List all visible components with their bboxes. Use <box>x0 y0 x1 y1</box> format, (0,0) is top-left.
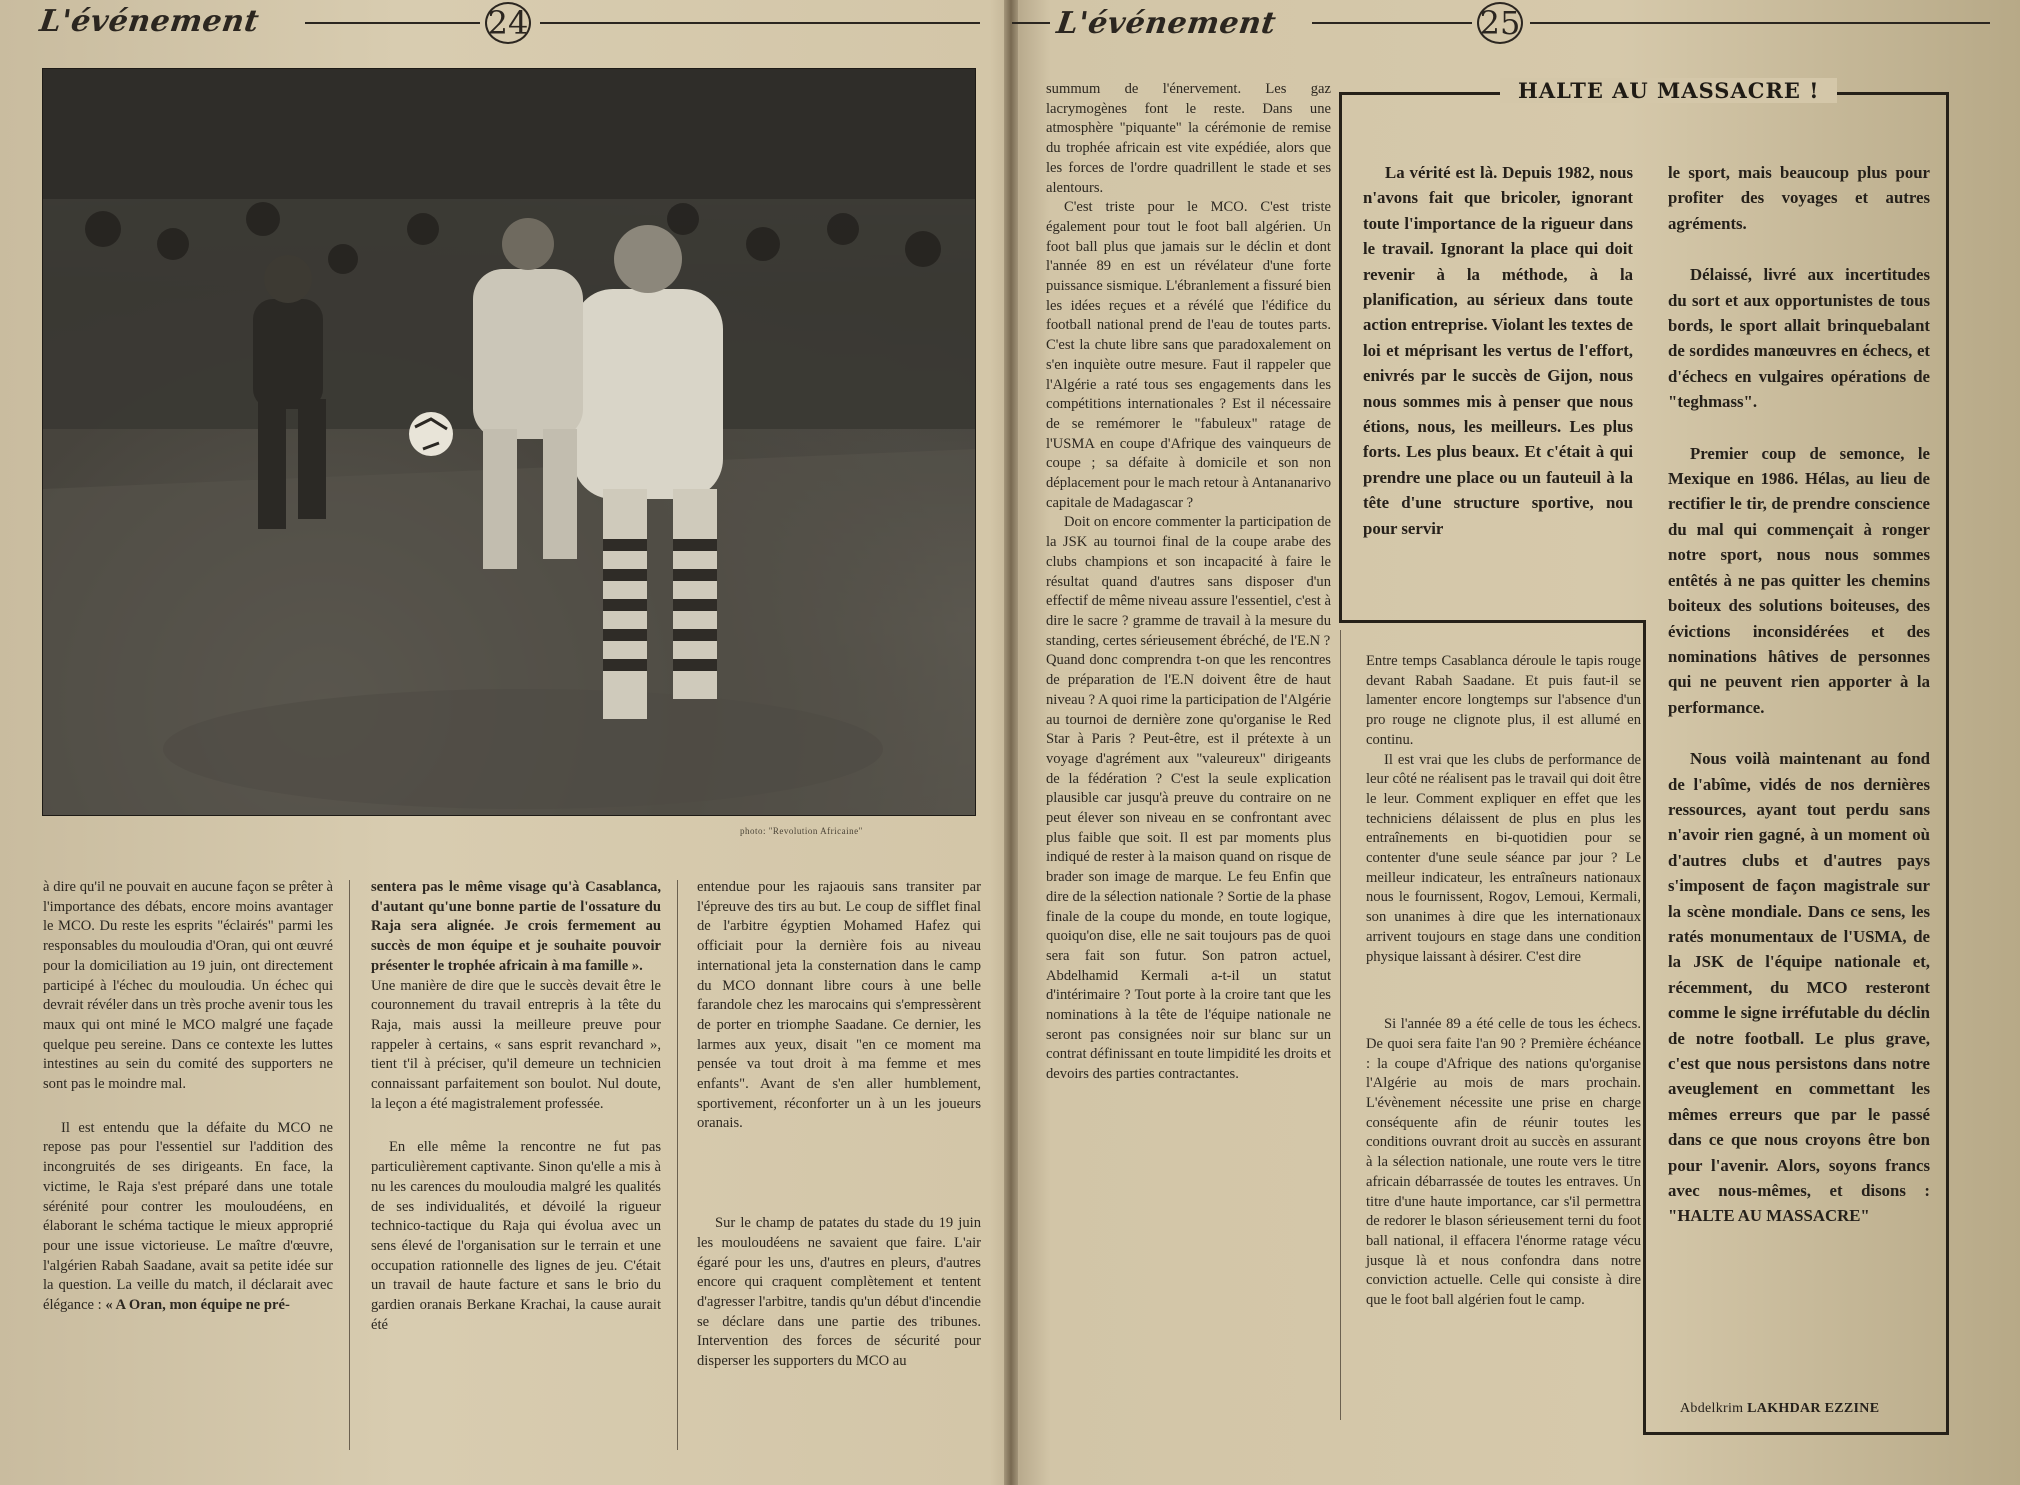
paragraph: Sur le champ de patates du stade du 19 juin les mouloudéens ne savaient que faire. L'air égaré pour les uns, d'autres en pleurs, d'autres encore qui craquent complètement et tentent d'agresser l'arbitre, tandis qu'un début d'incendie se déclare dans une partie des tribunes. Intervention des forces de sécurité pour disperser les supporters du MCO au <box>697 1215 981 1370</box>
paragraph: Quand donc comprendra t-on que les rencontres de préparation de l'E.N doivent être de haut niveau ? A quoi rime la participation de l'Algérie au tournoi de dernière zone qu'organise le Red Star à Paris ? Peut-être, est il prétexte à un voyage d'agrément aux "valeureux" dirigeants de la fédération ? C'est la seule explication plausible car jusqu'à preuve du contraire on ne peut élever son niveau en se confrontant avec plus faible que soit. Il est par moments plus indiqué de rester à la maison quand on risque de brader son image de marque. Le feu Enfin que dire de la sélection nationale ? Sortie de la phase finale de la coupe du monde, en toute logique, quoiqu'on dise, elle ne sait toujours pas de quoi sera fait son futur. Son patron actuel, Abdelhamid Kermali a-t-il un statut d'intérimaire ? Tout porte à la croire tant que les nominations à la tête de l'équipe nationale ne seront pas consignées noir sur blanc sur un contrat définissant en toute limpidité les droits et devoirs des parties contractantes. <box>1046 652 1331 1083</box>
paragraph: Une manière de dire que le succès devait être le couronnement du travail entrepris à la tête du Raja, mais aussi la meilleure preuve pour rappeler à certains, « sans esprit revanchard », tient t'il à préciser, qu'il demeure un technicien connaissant parfaitement son boulot. Nul doute, la leçon a été magistralement professée. <box>371 977 661 1112</box>
author-last-name: LAKHDAR EZZINE <box>1747 1401 1880 1416</box>
football-match-photo <box>42 68 976 816</box>
paragraph: Il est vrai que les clubs de performance de leur côté ne réalisent pas le travail qui doit être le leur. Comment expliquer en effet que les techniciens délaissent de plus en plus les entraînements en bi-quotidien pour se contenter d'une seule séance par jour ? Le meilleur indicateur, les entraîneurs nationaux nous le fournissent, Rogov, Lemoui, Kermali, son unanimes à dire que les internationaux arrivent toujours en stage dans une condition physique laissant à désirer. C'est dire <box>1366 751 1641 965</box>
paragraph: Entre temps Casablanca déroule le tapis rouge devant Rabah Saadane. Et puis faut-il se lamenter encore longtemps sur l'absence d'un pro rouge ne clignote plus, il est allumé en continu. <box>1366 653 1641 748</box>
author-first-name: Abdelkrim <box>1680 1401 1744 1416</box>
section-rubric: L'événement <box>37 4 262 39</box>
header-rule <box>1312 22 1472 24</box>
editorial-column-2 <box>1668 160 1930 1229</box>
photo-credit: photo: "Revolution Africaine" <box>740 826 863 836</box>
header-rule <box>305 22 480 24</box>
paragraph: à dire qu'il ne pouvait en aucune façon se prêter à l'importance des débats, encore moins avantager le MCO. Du reste les esprits "éclairés" parmi les responsables du mouloudia d'Oran, qui ont œuvré pour la domiciliation au 19 juin, ont directement participé à l'échec du mouloudia. Un échec qui devrait révéler dans un très proche avenir tous les maux qui ont miné le MCO malgré une façade quelque peu sereine. Dans ce contexte les luttes intestines au sein du comité des supporters ne sont pas le moindre mal. <box>43 879 333 1093</box>
photo-illustration <box>43 69 975 815</box>
article-column-4 <box>1046 80 1331 1085</box>
paragraph: Doit on encore commenter la participation de la JSK au tournoi final de la coupe arabe des clubs champions et son incapacité à faire le résultat quand d'autres sans disposer d'un effectif de même niveau assure l'essentiel, c'est à dire le sacre ? gramme de travail à la mesure du standing, certes sérieusement ébréché, de l'E.N ? <box>1046 514 1331 649</box>
page-number: 25 <box>1477 2 1523 44</box>
header-rule <box>540 22 980 24</box>
paragraph: En elle même la rencontre ne fut pas particulièrement captivante. Sinon qu'elle a mis à nu les carences du mouloudia malgré les qualités de ses individualités, et dévoilé la rigueur technico-tactique du Raja qui évolua avec un sens élevé de l'organisation sur le terrain et une occupation rationnelle des lignes de jeu. C'était un travail de haute facture et sans le brio du gardien oranais Berkane Krachai, la cause aurait été <box>371 1139 661 1333</box>
article-column-2 <box>371 878 661 1335</box>
paragraph: La vérité est là. Depuis 1982, nous n'avons fait que bricoler, ignorant toute l'importance de la rigueur dans le travail. Ignorant la place qui doit revenir à la méthode, à la planification, au sérieux dans toute action entreprise. Violant les textes de loi et méprisant les vertus de l'effort, enivrés par le succès de Gijon, nous nous sommes mis à penser que nous étions, nous, les meilleurs. Les plus forts. Les plus beaux. Et c'était à qui prendre une place ou un fauteuil à la tête d'une structure sportive, nou pour servir <box>1363 163 1634 538</box>
paragraph: Si l'année 89 a été celle de tous les échecs. De quoi sera faite l'an 90 ? Première échéance : la coupe d'Afrique des nations qu'organise l'Algérie au mois de mars prochain. L'évènement nécessite une prise en charge conséquente afin de réunir toutes les conditions ouvrant droit au succès en assurant à la sélection nationale, une route vers le titre africain débarrassée de toutes les entraves. Un titre d'une haute importance, car s'il permettra de redorer le blason sérieusement terni du foot ball national, il effacera l'énorme ratage vécu jusque là et nous confondra dans notre conviction actuelle. Celle qui consiste à dire que le foot ball algérien fout le camp. <box>1366 1016 1641 1309</box>
section-rubric: L'événement <box>1054 6 1279 41</box>
paragraph: Premier coup de semonce, le Mexique en 1986. Hélas, au lieu de rectifier le tir, de prendre conscience du mal qui commençait à ronger notre sport, nous nous sommes entêtés à ne pas quitter les chemins boiteux des solutions boiteuses, des évictions inconsidérées et des nominations hâtives de personnes qui ne peuvent rien apporter à la performance. <box>1668 443 1930 717</box>
column-rule <box>349 880 350 1450</box>
header-rule <box>1530 22 1990 24</box>
article-column-1 <box>43 878 333 1316</box>
paragraph: summum de l'énervement. Les gaz lacrymogènes font le reste. Dans une atmosphère "piquante" la cérémonie de remise du trophée africain est vite expédiée, alors que les forces de l'ordre quadrillent le stade et ses alentours. <box>1046 81 1331 196</box>
editorial-box-bottom <box>1643 1432 1948 1435</box>
header-rule <box>1012 22 1050 24</box>
paragraph: entendue pour les rajaouis sans transiter par l'épreuve des tirs au but. Le coup de sifflet final de l'arbitre égyptien Mohamed Hafez qui officiait pour la dernière fois au niveau international jeta la consternation dans le camp du MCO donnant libre cours à une belle farandole chez les marocains qui s'empressèrent de porter en triomphe Saadane. Ce dernier, les larmes aux yeux, disait "en ce moment ma pensée va tout droit à ma femme et mes enfants". Avant de s'en aller humblement, sportivement, réconforter un à un les joueurs oranais. <box>697 879 981 1132</box>
page-number: 24 <box>485 2 531 44</box>
editorial-title: HALTE AU MASSACRE ! <box>1500 78 1837 103</box>
quote-bold: « A Oran, mon équipe ne pré- <box>105 1297 290 1314</box>
paragraph: Il est entendu que la défaite du MCO ne repose pas pour l'essentiel sur l'addition des incongruités de ses dirigeants. En face, la victime, le Raja s'est préparé dans une totale sérénité pour contrer les mouloudéens, en élaborant le schéma tactique le mieux approprié pour une issue victorieuse. Le maître d'œuvre, l'algérien Rabah Saadane, avait sa petite idée sur la question. La veille du match, il déclarait avec élégance : « A Oran, mon équipe ne pré- <box>43 1119 333 1314</box>
column-rule <box>677 880 678 1450</box>
editorial-column-1 <box>1363 160 1633 541</box>
paragraph: Nous voilà maintenant au fond de l'abîme, vidés de nos dernières ressources, ayant tout perdu sans n'avoir rien gagné, à un moment où d'autres clubs et d'autres pays s'imposent de façon magistrale sur la scène mondiale. Dans ce sens, les ratés monumentaux de l'USMA, de la JSK de l'équipe nationale et, récemment, du MCO resteront comme le signe irréfutable du déclin de notre football. Le plus grave, c'est que nous persistons dans notre aveuglement en commettant les mêmes erreurs que par le passé dans ce que nous croyons être bon pour l'avenir. Alors, soyons francs avec nous-mêmes, et disons : "HALTE AU MASSACRE" <box>1668 749 1930 1226</box>
paragraph: Délaissé, livré aux incertitudes du sort et aux opportunistes de tous bords, le sport allait brinquebalant de sordides manœuvres en échecs, et d'échecs en vulgaires opérations de "teghmass". <box>1668 265 1930 412</box>
paragraph: C'est triste pour le MCO. C'est triste également pour tout le foot ball algérien. Un foot ball plus que jamais sur le déclin et dont l'année 89 en est un révélateur d'une forte puissance sismique. L'ébranlement a fissuré bien les idées reçues et a révélé que l'édifice du football national prend de l'eau de toutes parts. C'est la chute libre sans que paradoxalement on s'en inquiète outre mesure. Faut il rappeler que l'Algérie a raté tous ses engagements dans les compétitions internationales ? Est il nécessaire de se remémorer le "fabuleux" ratage de l'USMA en coupe d'Afrique des vainqueurs de coupe ; sa défaite à domicile et son non déplacement pour le mach retour à Antananarivo capitale de Madagascar ? <box>1046 199 1331 511</box>
editorial-box-left <box>1339 92 1343 622</box>
editorial-box-step <box>1339 620 1646 623</box>
left-page <box>0 0 1008 1485</box>
quote-bold: sentera pas le même visage qu'à Casablanca, d'autant qu'une bonne partie de l'ossature du Raja sera alignée. Je crois fermement au succès de mon équipe et je souhaite pouvoir présenter le trophée africain à ma famille ». <box>371 879 661 974</box>
author-signature <box>1680 1401 1879 1417</box>
paragraph: le sport, mais beaucoup plus pour profiter des voyages et autres agréments. <box>1668 163 1930 233</box>
editorial-box-inner-left <box>1643 620 1647 1435</box>
paragraph <box>371 878 661 977</box>
article-column-3 <box>697 878 981 1372</box>
